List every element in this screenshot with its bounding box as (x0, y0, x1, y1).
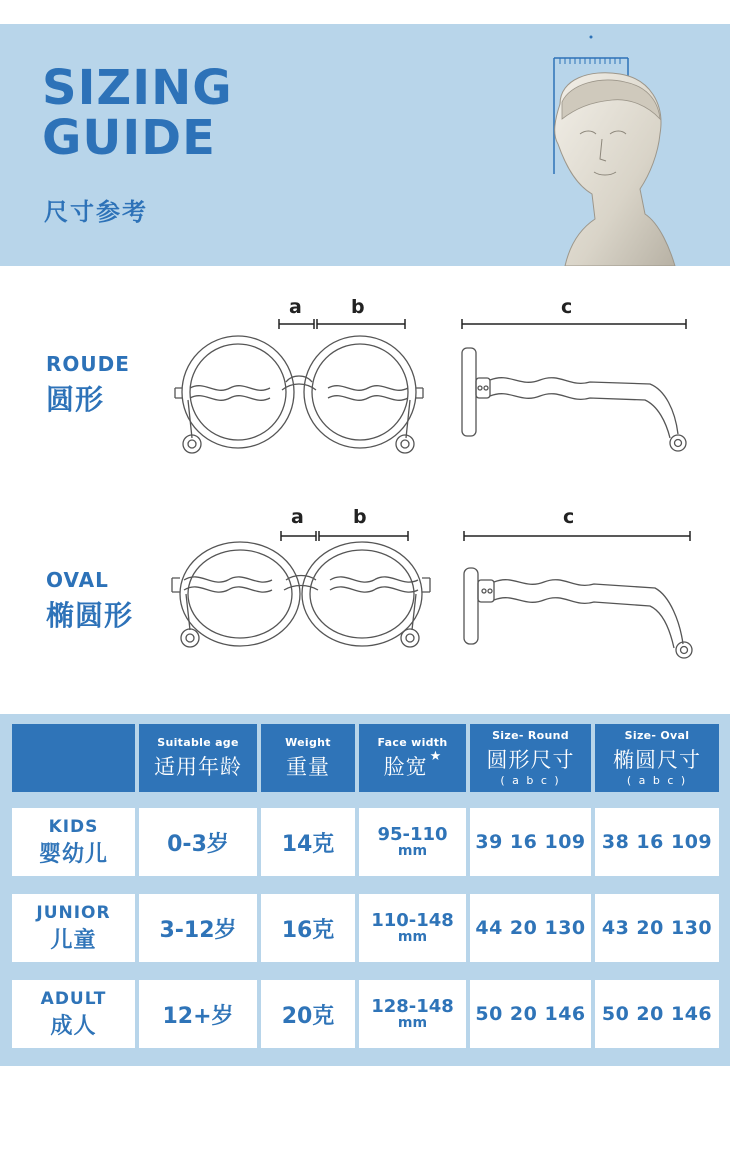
oval-size: 38 16 109 (601, 831, 713, 853)
face-value: 128-148 (371, 996, 454, 1017)
group-cn: 婴幼儿 (38, 841, 108, 867)
size-table (0, 714, 730, 1066)
weight-value: 14克 (281, 831, 335, 857)
title-line-1: SIZING (42, 60, 233, 116)
table-cell-face (359, 980, 466, 1048)
table-cell-oval (595, 980, 719, 1048)
table-cell-weight (261, 808, 355, 876)
round-size: 50 20 146 (475, 1003, 586, 1025)
group-cn: 儿童 (50, 927, 97, 953)
star-icon: ★ (429, 748, 442, 764)
table-cell-weight (261, 980, 355, 1048)
subtitle-cn: 尺寸参考 (44, 198, 148, 226)
age-value: 3-12岁 (159, 917, 237, 943)
table-cell-face (359, 808, 466, 876)
style-en: ROUDE (46, 352, 130, 376)
table-cell-round (470, 980, 591, 1048)
dim-a-label: a (291, 506, 304, 528)
dim-b-label: b (353, 506, 367, 528)
table-cell-age (139, 980, 257, 1048)
table-cell-age (139, 808, 257, 876)
oval-glasses-diagram (0, 522, 730, 672)
round-size: 44 20 130 (475, 917, 586, 939)
table-cell-oval (595, 808, 719, 876)
table-cell-weight (261, 894, 355, 962)
weight-value: 20克 (281, 1003, 335, 1029)
header-cn: 脸宽 (383, 754, 428, 779)
style-cn: 圆形 (46, 383, 105, 416)
group-en: JUNIOR (36, 902, 111, 923)
dim-a-label: a (289, 296, 302, 318)
age-value: 0-3岁 (167, 831, 229, 857)
oval-size: 43 20 130 (601, 917, 713, 939)
table-header-corner (12, 724, 135, 792)
style-cn: 椭圆形 (46, 599, 134, 632)
weight-value: 16克 (281, 917, 335, 943)
header-en: Face width (377, 735, 448, 749)
table-header-weight (261, 724, 355, 792)
header-en: Size- Round (492, 729, 569, 742)
header-en: Weight (285, 735, 331, 749)
header-abc: ( a b c ) (626, 774, 688, 787)
group-cn: 成人 (50, 1013, 97, 1039)
table-cell-oval (595, 894, 719, 962)
table-cell-age (139, 894, 257, 962)
header-cn: 适用年龄 (154, 754, 242, 779)
header-abc: ( a b c ) (500, 774, 561, 787)
dim-c-label: c (563, 506, 575, 528)
face-unit: mm (397, 1015, 428, 1031)
group-en: ADULT (40, 988, 107, 1009)
header-cn: 圆形尺寸 (486, 748, 575, 772)
oval-front-view (172, 542, 430, 647)
table-row-junior-group (12, 894, 135, 962)
face-value: 110-148 (371, 910, 454, 931)
face-unit: mm (397, 843, 428, 859)
round-side-view (462, 348, 686, 451)
header-en: Suitable age (157, 735, 239, 749)
title-line-2: GUIDE (42, 110, 216, 166)
statue-bust-image (520, 24, 730, 266)
round-glasses-diagram (0, 310, 730, 470)
style-en: OVAL (46, 568, 109, 592)
table-header-size-oval (595, 724, 719, 792)
header-en: Size- Oval (624, 729, 690, 742)
face-value: 95-110 (377, 824, 448, 845)
dim-c-label: c (561, 296, 573, 318)
header-cn: 椭圆尺寸 (613, 748, 701, 772)
round-front-view (175, 336, 423, 453)
face-unit: mm (397, 929, 428, 945)
oval-side-view (464, 568, 692, 658)
header-cn: 重量 (286, 754, 330, 779)
dim-b-label: b (351, 296, 365, 318)
table-header-age (139, 724, 257, 792)
table-cell-round (470, 894, 591, 962)
table-row-kids-group (12, 808, 135, 876)
table-header-size-round (470, 724, 591, 792)
table-header-face-width (359, 724, 466, 792)
table-cell-round (470, 808, 591, 876)
table-cell-face (359, 894, 466, 962)
oval-size: 50 20 146 (601, 1003, 713, 1025)
group-en: KIDS (48, 816, 99, 837)
header-banner (0, 24, 730, 266)
age-value: 12+岁 (162, 1003, 234, 1029)
round-size: 39 16 109 (475, 831, 586, 853)
table-row-adult-group (12, 980, 135, 1048)
